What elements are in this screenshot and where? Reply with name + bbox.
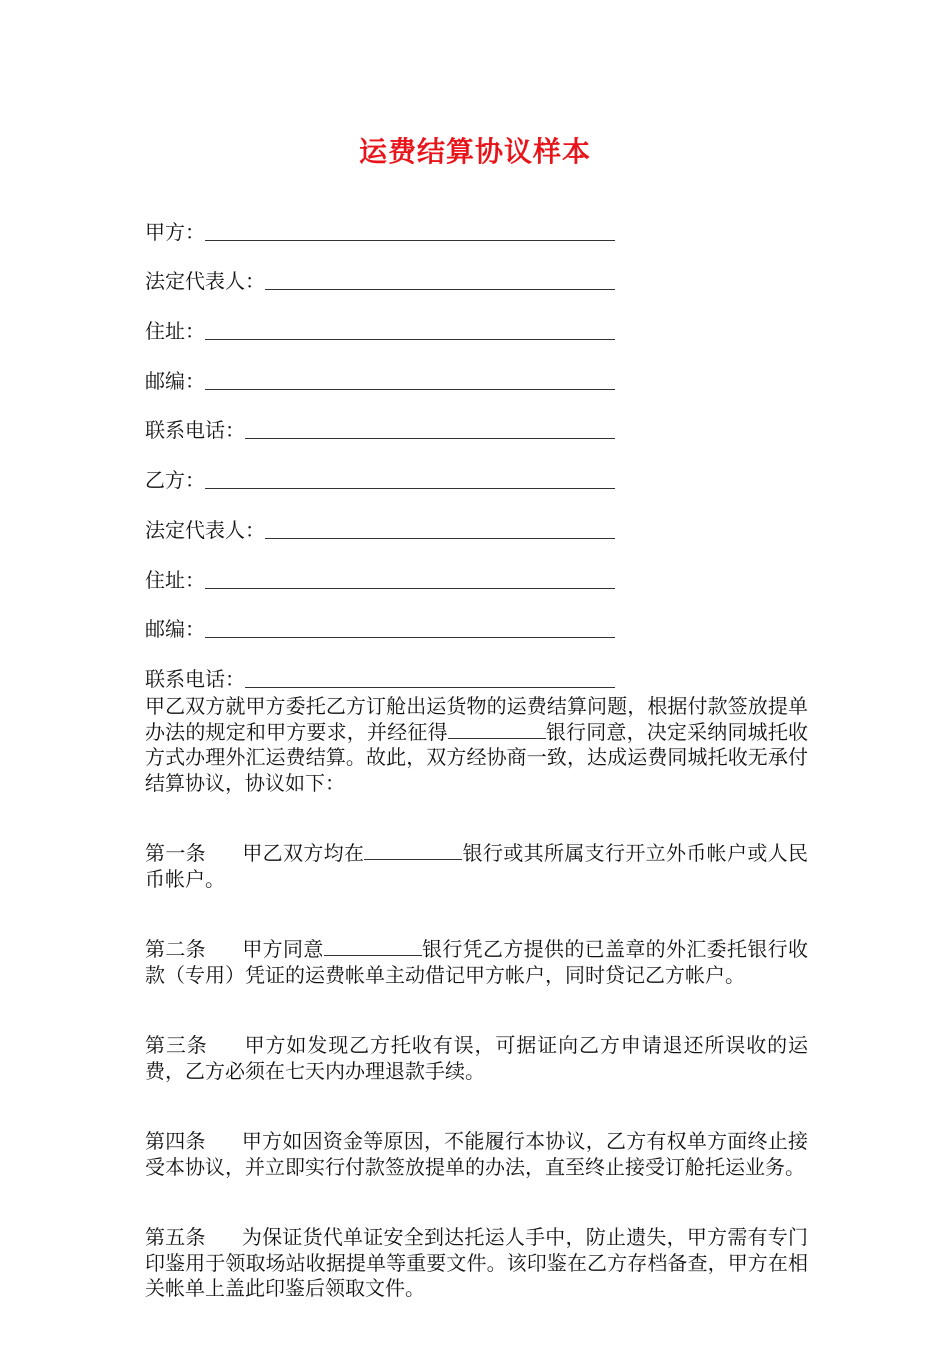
fill-line[interactable] bbox=[245, 438, 615, 439]
document-title: 运费结算协议样本 bbox=[358, 135, 591, 168]
field-party-a-address bbox=[145, 296, 615, 346]
field-party-a bbox=[145, 197, 615, 247]
bank-blank[interactable] bbox=[448, 720, 546, 739]
article-2 bbox=[145, 937, 808, 988]
article-text: 甲方如因资金等原因，不能履行本协议，乙方有权单方面终止接受本协议，并立即实行付款签放提单的办法，直至终止接受订舱托运业务。 bbox=[145, 1129, 809, 1179]
fill-line[interactable] bbox=[205, 488, 615, 489]
field-label: 邮编： bbox=[145, 368, 205, 393]
fill-line[interactable] bbox=[205, 339, 615, 340]
article-5 bbox=[145, 1225, 808, 1302]
field-party-b bbox=[145, 445, 615, 495]
field-label: 法定代表人： bbox=[145, 517, 265, 542]
field-label: 邮编： bbox=[145, 617, 205, 642]
article-number: 第三条 bbox=[145, 1033, 208, 1057]
field-party-a-phone bbox=[145, 396, 615, 446]
fill-line[interactable] bbox=[265, 289, 615, 290]
fill-line[interactable] bbox=[205, 389, 615, 390]
field-label: 联系电话： bbox=[145, 666, 245, 691]
fill-line[interactable] bbox=[205, 637, 615, 638]
fill-line[interactable] bbox=[205, 588, 615, 589]
field-label: 乙方： bbox=[145, 468, 205, 493]
article-text: 银行凭乙方提供的已盖章的外汇委托银行收款（专用）凭证的运费帐单主动借记甲方帐户，同时贷记乙方帐户。 bbox=[145, 937, 809, 987]
field-party-a-postcode bbox=[145, 346, 615, 396]
field-party-b-postcode bbox=[145, 595, 615, 645]
fill-line[interactable] bbox=[205, 240, 615, 241]
article-text: 甲方同意 bbox=[242, 937, 324, 961]
field-party-a-representative bbox=[145, 247, 615, 297]
fill-line[interactable] bbox=[245, 687, 615, 688]
field-label: 住址： bbox=[145, 567, 205, 592]
article-text: 甲方如发现乙方托收有误，可据证向乙方申请退还所误收的运费，乙方必须在七天内办理退款手续。 bbox=[145, 1033, 809, 1083]
field-label: 法定代表人： bbox=[145, 269, 265, 294]
intro-text: 甲乙双方就甲方委托乙方订舱出运货物的运费结算问题，根据付款签放提单办法的规定和甲方要求，并经征得 bbox=[145, 694, 808, 744]
field-label: 联系电话： bbox=[145, 418, 245, 443]
bank-blank[interactable] bbox=[364, 841, 462, 860]
article-number: 第一条 bbox=[145, 841, 206, 865]
agreement-body bbox=[145, 694, 808, 1347]
field-label: 住址： bbox=[145, 319, 205, 344]
article-text: 甲乙双方均在 bbox=[242, 841, 365, 865]
article-3 bbox=[145, 1033, 808, 1084]
article-number: 第四条 bbox=[145, 1129, 206, 1153]
intro-paragraph bbox=[145, 694, 808, 796]
bank-blank[interactable] bbox=[324, 937, 422, 956]
party-fields bbox=[145, 197, 615, 694]
article-4 bbox=[145, 1129, 808, 1180]
article-text: 银行或其所属支行开立外币帐户或人民币帐户。 bbox=[145, 841, 809, 891]
article-text: 为保证货代单证安全到达托运人手中，防止遗失，甲方需有专门印鉴用于领取场站收据提单等重要文件。该印鉴在乙方存档备查，甲方在相关帐单上盖此印鉴后领取文件。 bbox=[145, 1225, 809, 1300]
article-1 bbox=[145, 841, 808, 892]
fill-line[interactable] bbox=[265, 538, 615, 539]
field-party-b-address bbox=[145, 545, 615, 595]
field-party-b-phone bbox=[145, 644, 615, 694]
field-label: 甲方： bbox=[145, 219, 205, 244]
intro-text: 银行同意，决定采纳同城托收方式办理外汇运费结算。故此，双方经协商一致，达成运费同城托收无承付结算协议，协议如下： bbox=[145, 719, 809, 795]
article-number: 第五条 bbox=[145, 1225, 206, 1249]
field-party-b-representative bbox=[145, 495, 615, 545]
article-number: 第二条 bbox=[145, 937, 206, 961]
